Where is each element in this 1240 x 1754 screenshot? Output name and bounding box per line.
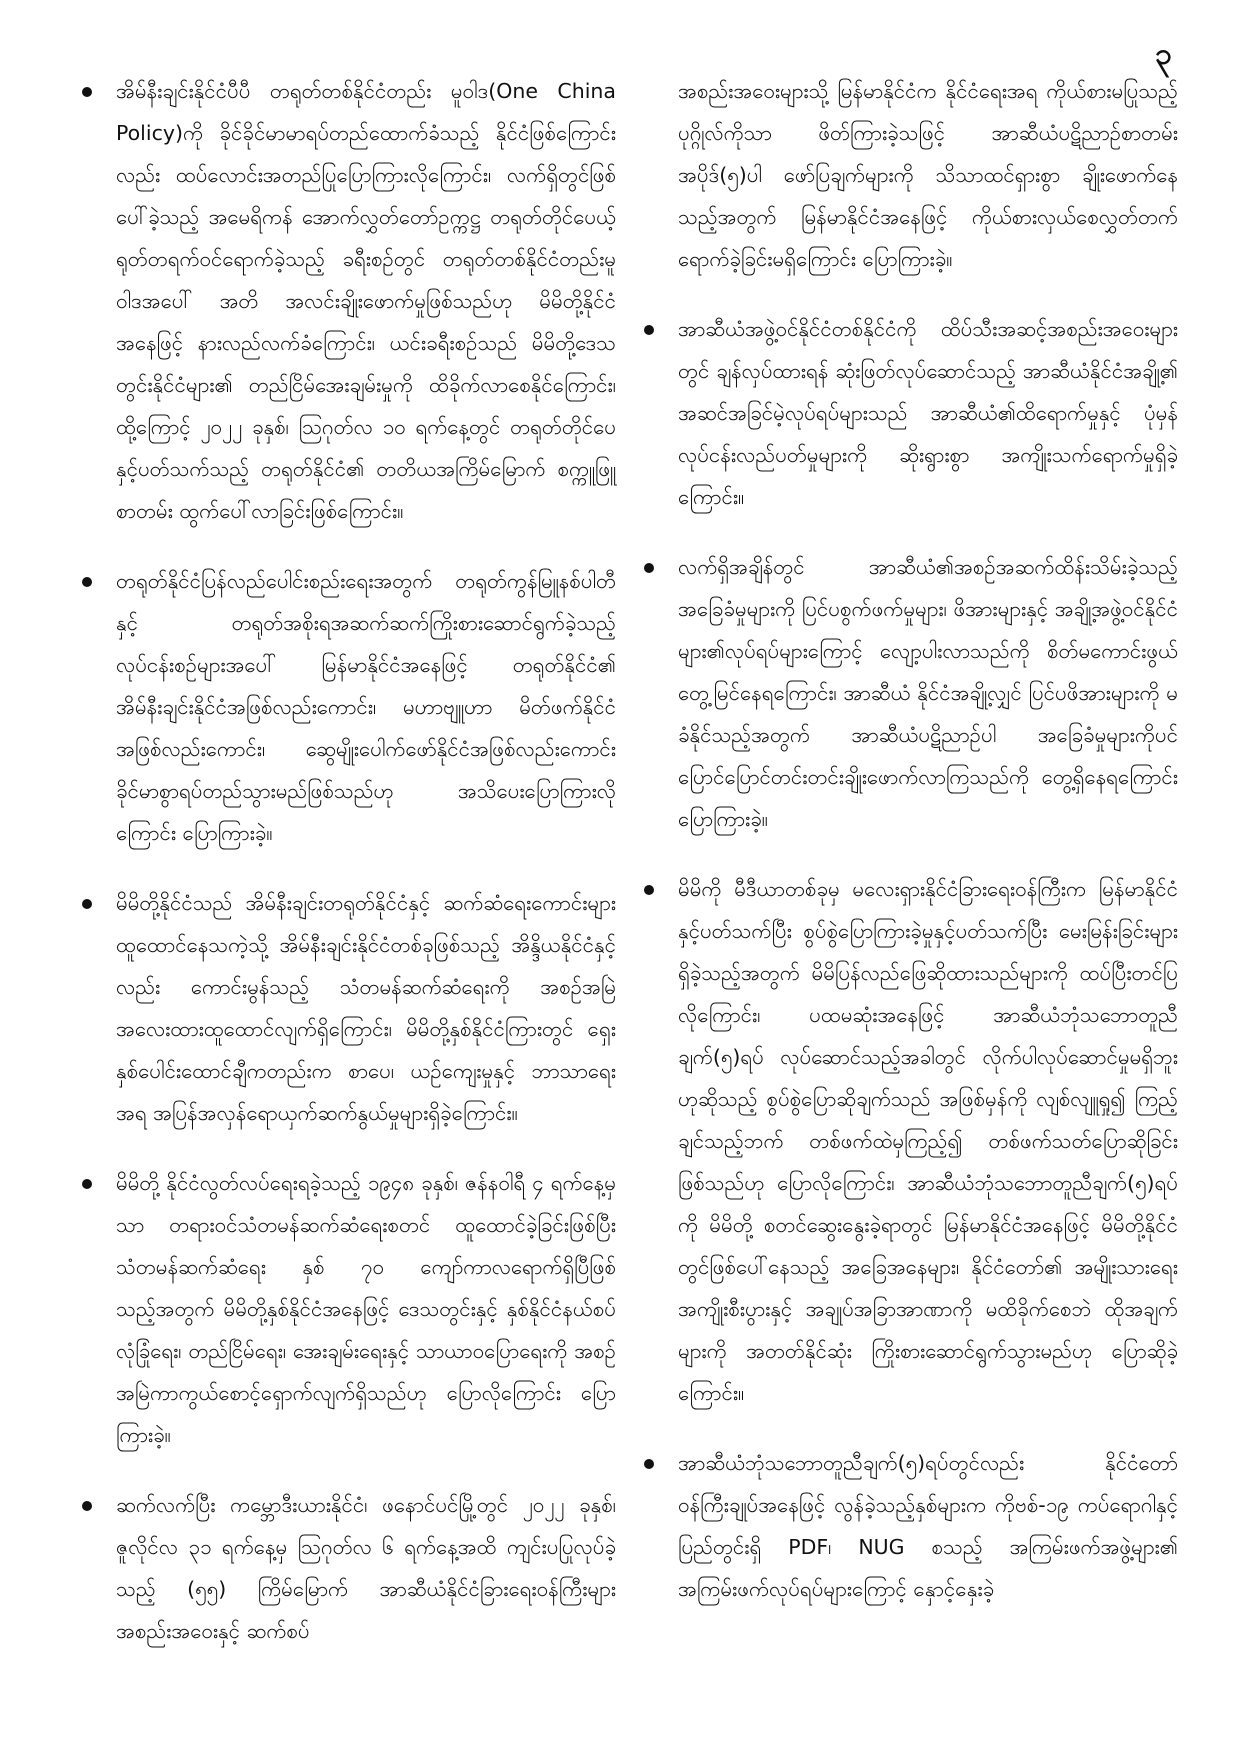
bullet-paragraph: အိမ်နီးချင်းနိုင်ငံပီပီ တရုတ်တစ်နိုင်ငံတည်း မူဝါဒ(One China Policy)ကို ခိုင်ခိုင်မာမာရပ်တည်ထောက်ခံသည့် နိုင်ငံဖြစ်ကြောင်းလည်း ထပ်လောင်းအတည်ပြုပြောကြားလိုကြောင်း၊ လက်ရှိတွင်ဖြစ်ပေါ်ခဲ့သည့် အမေရိကန် အောက်လွှတ်တော်ဥက္ကဋ္ဌ တရုတ်တိုင်ပေယ့် ရုတ်တရက်ဝင်ရောက်ခဲ့သည့် ခရီးစဉ်တွင် တရုတ်တစ်နိုင်ငံတည်းမူဝါဒအပေါ် အတိ အလင်းချိုးဖောက်မှုဖြစ်သည်ဟု မိမိတို့နိုင်ငံအနေဖြင့် နားလည်လက်ခံကြောင်း၊ ယင်းခရီးစဉ်သည် မိမိတို့ဒေသတွင်းနိုင်ငံများ၏ တည်ငြိမ်အေးချမ်းမှုကို ထိခိုက်လာစေနိုင်ကြောင်း၊ ထို့ကြောင့် ၂၀၂၂ ခုနှစ်၊ ဩဂုတ်လ ၁၀ ရက်နေ့တွင် တရုတ်တိုင်ပေနှင့်ပတ်သက်သည့် တရုတ်နိုင်ငံ၏ တတိယအကြိမ်မြောက် စက္ကူဖြူစာတမ်း ထွက်ပေါ်လာခြင်းဖြစ်ကြောင်း။ [78, 70, 616, 532]
left-column [78, 70, 616, 1710]
right-column [640, 70, 1178, 1710]
two-column-body [78, 70, 1178, 1710]
bullet-paragraph: မိမိကို မီဒီယာတစ်ခုမှ မလေးရှားနိုင်ငံခြားရေးဝန်ကြီးက မြန်မာနိုင်ငံနှင့်ပတ်သက်ပြီး စွပ်စွဲပြောကြားခဲ့မှုနှင့်ပတ်သက်ပြီး မေးမြန်းခြင်းများရှိခဲ့သည့်အတွက် မိမိပြန်လည်ဖြေဆိုထားသည်များကို ထပ်ပြီးတင်ပြလိုကြောင်း၊ ပထမဆုံးအနေဖြင့် အာဆီယံဘုံသဘောတူညီချက်(၅)ရပ် လုပ်ဆောင်သည့်အခါတွင် လိုက်ပါလုပ်ဆောင်မှုမရှိဘူးဟုဆိုသည့် စွပ်စွဲပြောဆိုချက်သည် အဖြစ်မှန်ကို လျစ်လျူရှု၍ ကြည့်ချင်သည့်ဘက် တစ်ဖက်ထဲမှကြည့်၍ တစ်ဖက်သတ်ပြောဆိုခြင်းဖြစ်သည်ဟု ပြောလိုကြောင်း၊ အာဆီယံဘုံသဘောတူညီချက်(၅)ရပ်ကို မိမိတို့ စတင်ဆွေးနွေးခဲ့ရာတွင် မြန်မာနိုင်ငံအနေဖြင့် မိမိတို့နိုင်ငံတွင်ဖြစ်ပေါ်နေသည့် အခြေအနေများ၊ နိုင်ငံတော်၏ အမျိုးသားရေးအကျိုးစီးပွားနှင့် အချုပ်အခြာအာဏာကို မထိခိုက်စေဘဲ ထိုအချက်များကို အတတ်နိုင်ဆုံး ကြိုးစားဆောင်ရွက်သွားမည်ဟု ပြောဆိုခဲ့ကြောင်း။ [640, 868, 1178, 1414]
page-number: ၃ [1155, 37, 1172, 72]
bullet-paragraph: လက်ရှိအချိန်တွင် အာဆီယံ၏အစဉ်အဆက်ထိန်းသိမ်းခဲ့သည့် အခြေခံမှုများကို ပြင်ပစွက်ဖက်မှုများ၊ ဖိအားများနှင့် အချို့အဖွဲ့ဝင်နိုင်ငံများ၏လုပ်ရပ်များကြောင့် လျော့ပါးလာသည်ကို စိတ်မကောင်းဖွယ်တွေ့မြင်နေရကြောင်း၊ အာဆီယံ နိုင်ငံအချို့လျှင် ပြင်ပဖိအားများကို မခံနိုင်သည့်အတွက် အာဆီယံပဋိညာဉ်ပါ အခြေခံမှုများကိုပင် ပြောင်ပြောင်တင်းတင်းချိုးဖောက်လာကြသည်ကို တွေ့ရှိနေရကြောင်း ပြောကြားခဲ့။ [640, 546, 1178, 840]
bullet-paragraph: မိမိတို့နိုင်ငံသည် အိမ်နီးချင်းတရုတ်နိုင်ငံနှင့် ဆက်ဆံရေးကောင်းများ ထူထောင်နေသကဲ့သို့ အိမ်နီးချင်းနိုင်ငံတစ်ခုဖြစ်သည့် အိန္ဒိယနိုင်ငံနှင့်လည်း ကောင်းမွန်သည့် သံတမန်ဆက်ဆံရေးကို အစဉ်အမြဲအလေးထားထူထောင်လျက်ရှိကြောင်း၊ မိမိတို့နှစ်နိုင်ငံကြားတွင် ရှေးနှစ်ပေါင်းထောင်ချီကတည်းက စာပေ၊ ယဉ်ကျေးမှုနှင့် ဘာသာရေးအရ အပြန်အလှန်ရောယှက်ဆက်နွယ်မှုများရှိခဲ့ကြောင်း။ [78, 882, 616, 1134]
bullet-paragraph: အာဆီယံဘုံသဘောတူညီချက်(၅)ရပ်တွင်လည်း နိုင်ငံတော်ဝန်ကြီးချုပ်အနေဖြင့် လွန်ခဲ့သည့်နှစ်များက ကိုဗစ်-၁၉ ကပ်ရောဂါနှင့် ပြည်တွင်းရှိ PDF၊ NUG စသည့် အကြမ်းဖက်အဖွဲ့များ၏ အကြမ်းဖက်လုပ်ရပ်များကြောင့် နှောင့်နှေးခဲ့ [640, 1442, 1178, 1610]
bullet-paragraph: တရုတ်နိုင်ငံပြန်လည်ပေါင်းစည်းရေးအတွက် တရုတ်ကွန်မြူနစ်ပါတီနှင့် တရုတ်အစိုးရအဆက်ဆက်ကြိုးစားဆောင်ရွက်ခဲ့သည့် လုပ်ငန်းစဉ်များအပေါ် မြန်မာနိုင်ငံအနေဖြင့် တရုတ်နိုင်ငံ၏ အိမ်နီးချင်းနိုင်ငံအဖြစ်လည်းကောင်း၊ မဟာဗျူဟာ မိတ်ဖက်နိုင်ငံအဖြစ်လည်းကောင်း၊ ဆွေမျိုးပေါက်ဖော်နိုင်ငံအဖြစ်လည်းကောင်း ခိုင်မာစွာရပ်တည်သွားမည်ဖြစ်သည်ဟု အသိပေးပြောကြားလိုကြောင်း ပြောကြားခဲ့။ [78, 560, 616, 854]
bullet-paragraph: မိမိတို့ နိုင်ငံလွတ်လပ်ရေးရခဲ့သည့် ၁၉၄၈ ခုနှစ်၊ ဇန်နဝါရီ ၄ ရက်နေ့မှသာ တရားဝင်သံတမန်ဆက်ဆံရေးစတင် ထူထောင်ခဲ့ခြင်းဖြစ်ပြီး သံတမန်ဆက်ဆံရေး နှစ် ၇၀ ကျော်ကာလရောက်ရှိပြီဖြစ်သည့်အတွက် မိမိတို့နှစ်နိုင်ငံအနေဖြင့် ဒေသတွင်းနှင့် နှစ်နိုင်ငံနယ်စပ်လုံခြုံရေး၊ တည်ငြိမ်ရေး၊ အေးချမ်းရေးနှင့် သာယာဝပြောရေးကို အစဉ်အမြဲကာကွယ်စောင့်ရှောက်လျက်ရှိသည်ဟု ပြောလိုကြောင်း ပြောကြားခဲ့။ [78, 1162, 616, 1456]
bullet-paragraph: အာဆီယံအဖွဲ့ဝင်နိုင်ငံတစ်နိုင်ငံကို ထိပ်သီးအဆင့်အစည်းအဝေးများတွင် ချန်လှပ်ထားရန် ဆုံးဖြတ်လုပ်ဆောင်သည့် အာဆီယံနိုင်ငံအချို့၏ အဆင်အခြင်မဲ့လုပ်ရပ်များသည် အာဆီယံ၏ထိရောက်မှုနှင့် ပုံမှန်လုပ်ငန်းလည်ပတ်မှုများကို ဆိုးရွားစွာ အကျိုးသက်ရောက်မှုရှိခဲ့ကြောင်း။ [640, 308, 1178, 518]
continued-paragraph: အစည်းအဝေးများသို့ မြန်မာနိုင်ငံက နိုင်ငံရေးအရ ကိုယ်စားမပြုသည့် ပုဂ္ဂိုလ်ကိုသာ ဖိတ်ကြားခဲ့သဖြင့် အာဆီယံပဋိညာဉ်စာတမ်းအပိုဒ်(၅)ပါ ဖော်ပြချက်များကို သိသာထင်ရှားစွာ ချိုးဖောက်နေသည့်အတွက် မြန်မာနိုင်ငံအနေဖြင့် ကိုယ်စားလှယ်စေလွှတ်တက်ရောက်ခဲ့ခြင်းမရှိကြောင်း ပြောကြားခဲ့။ [678, 79, 1178, 271]
bullet-paragraph: ဆက်လက်ပြီး ကမ္ဘောဒီးယားနိုင်ငံ၊ ဖနောင်ပင်မြို့တွင် ၂၀၂၂ ခုနှစ်၊ ဇူလိုင်လ ၃၁ ရက်နေ့မှ ဩဂုတ်လ ၆ ရက်နေ့အထိ ကျင်းပပြုလုပ်ခဲ့သည့် (၅၅) ကြိမ်မြောက် အာဆီယံနိုင်ငံခြားရေးဝန်ကြီးများအစည်းအဝေးနှင့် ဆက်စပ် [78, 1484, 616, 1652]
